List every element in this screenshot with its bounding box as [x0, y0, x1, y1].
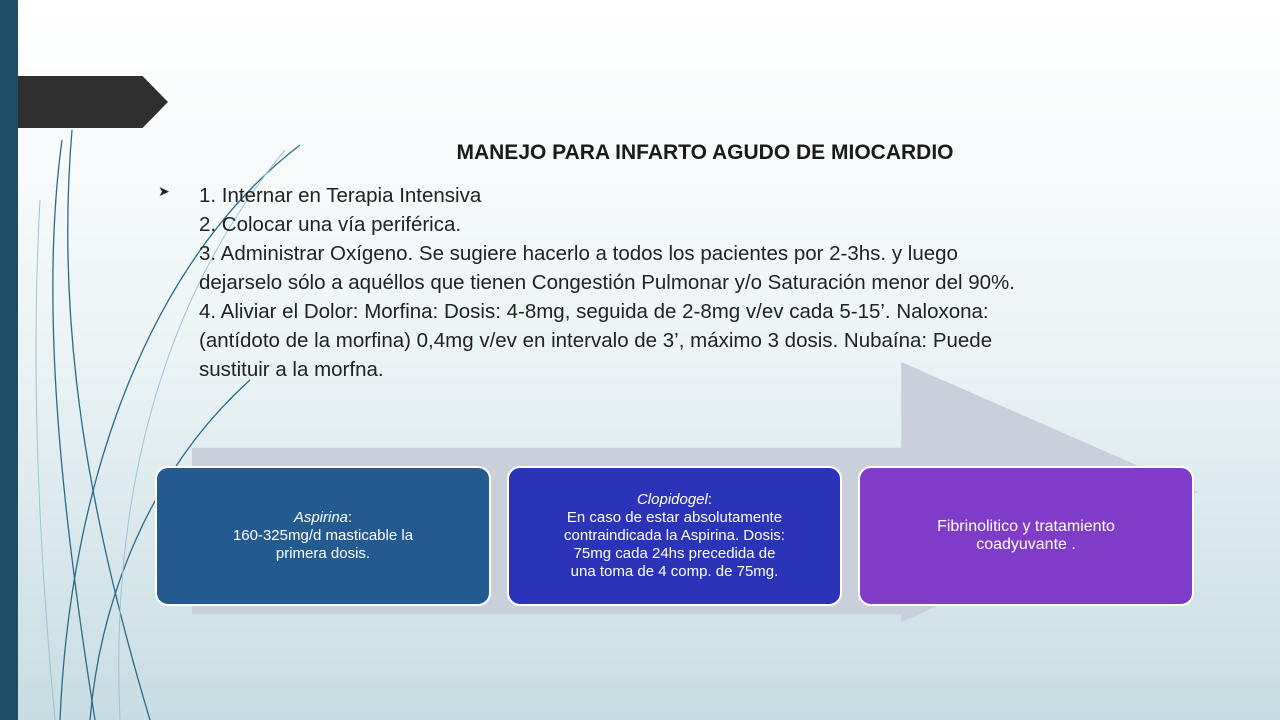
bullet-line: 3. Administrar Oxígeno. Se sugiere hacerlo a todos los pacientes por 2-3hs. y luego [199, 242, 958, 265]
process-step-fibrinolitico [858, 466, 1194, 606]
bullet-line: sustituir a la morfna. [199, 358, 384, 381]
step-line: una toma de 4 comp. de 75mg. [570, 563, 779, 580]
step-line: 75mg cada 24hs precedida de [573, 545, 776, 562]
step-line: En caso de estar absolutamente [566, 509, 783, 526]
bullet-text [199, 181, 1264, 384]
step-line: Fibrinolitico y tratamiento [937, 518, 1115, 535]
arrow-bullet-icon: ➤ [158, 183, 170, 199]
bullet-line: (antídoto de la morfina) 0,4mg v/ev en intervalo de 3’, máximo 3 dosis. Nubaína: Puede [199, 329, 993, 352]
step-label: Aspirina [293, 509, 349, 526]
bullet-line: 4. Aliviar el Dolor: Morfina: Dosis: 4-8mg, seguida de 2-8mg v/ev cada 5-15’. Naloxona: [199, 300, 989, 323]
step-line: 160-325mg/d masticable la [232, 527, 414, 544]
step-line: contraindicada la Aspirina. Dosis: [564, 527, 785, 544]
step-line: primera dosis. [275, 545, 371, 562]
step-line: coadyuvante . [976, 536, 1076, 553]
process-step-clopidogel [507, 466, 842, 606]
step-heading [294, 509, 352, 527]
bullet-line: dejarselo sólo a aquéllos que tienen Congestión Pulmonar y/o Saturación menor del 90%. [199, 271, 1015, 294]
step-label-suffix: : [348, 509, 353, 526]
step-heading [637, 491, 712, 509]
title-tab-shape [18, 76, 168, 128]
step-label: Clopidogel [636, 491, 708, 508]
bullet-line: 1. Internar en Terapia Intensiva [199, 184, 482, 207]
slide-title: MANEJO PARA INFARTO AGUDO DE MIOCARDIO [456, 141, 954, 164]
step-label-suffix: : [707, 491, 713, 508]
bullet-line: 2. Colocar una vía periférica. [199, 213, 462, 236]
process-step-aspirina [155, 466, 491, 606]
